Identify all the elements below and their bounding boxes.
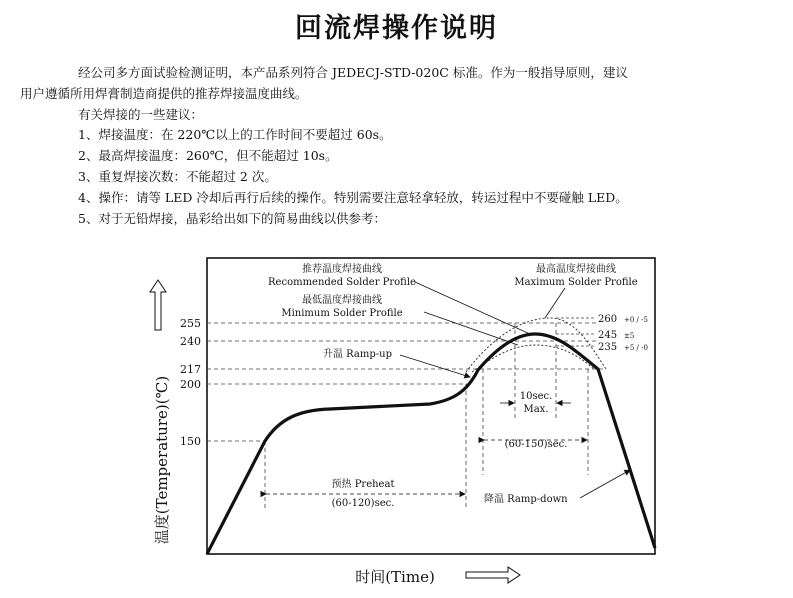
- recommended-cn: 推荐温度焊接曲线: [302, 264, 382, 275]
- y-tick-label: 200: [180, 378, 201, 391]
- intro-line-2: 用户遵循所用焊膏制造商提供的推荐焊接温度曲线。: [20, 86, 308, 101]
- arrow-up-icon: [150, 280, 166, 330]
- tol-235: +5 / -0: [624, 344, 648, 352]
- temperature-gridlines: [207, 323, 606, 441]
- y-axis-label: 温度(Temperature)(℃): [153, 375, 171, 545]
- preheat-label: 预热 Preheat: [331, 479, 395, 490]
- y-tick-label: 240: [180, 335, 201, 348]
- above-217-duration: (60-150)sec.: [504, 439, 568, 450]
- minimum-en: Minimum Solder Profile: [281, 308, 403, 319]
- peak-235: 235: [598, 342, 618, 353]
- recommended-profile-curve: [207, 334, 655, 554]
- recommended-leader-line: [415, 282, 530, 334]
- recommended-en: Recommended Solder Profile: [268, 277, 416, 288]
- ramp-down-leader: [580, 470, 630, 498]
- intro-line-1: 经公司多方面试验检测证明，本产品系列符合 JEDECJ-STD-020C 标准。作为一般指导原则，建议: [78, 65, 628, 80]
- preheat-duration: (60-120)sec.: [331, 498, 395, 509]
- y-tick-label: 255: [180, 317, 201, 330]
- minimum-profile-label: [281, 293, 402, 319]
- max-profile-curve: [466, 318, 606, 372]
- recommended-profile-label: [268, 262, 416, 288]
- arrow-right-icon: [466, 567, 520, 583]
- time-gridlines: [265, 323, 588, 508]
- peak-duration-max: Max.: [523, 404, 549, 415]
- maximum-en: Maximum Solder Profile: [514, 277, 638, 288]
- y-tick-label: 150: [180, 435, 201, 448]
- minimum-cn: 最低温度焊接曲线: [302, 295, 382, 306]
- ramp-up-leader: [400, 355, 470, 377]
- maximum-profile-label: [514, 262, 637, 288]
- y-tick-label: 217: [180, 363, 201, 376]
- ramp-down-label: 降温 Ramp-down: [484, 494, 568, 505]
- y-axis-ticks: [180, 317, 201, 448]
- peak-duration: 10sec.: [519, 391, 553, 402]
- peak-245: 245: [598, 330, 618, 341]
- advice-item: 5、对于无铅焊接，晶彩给出如下的简易曲线以供参考：: [78, 211, 386, 226]
- advice-header: 有关焊接的一些建议：: [78, 107, 204, 122]
- page-title: 回流焊操作说明: [295, 13, 498, 44]
- x-axis-label: 时间(Time): [355, 568, 435, 586]
- peak-temperature-labels: [598, 314, 617, 353]
- ramp-up-label: 升温 Ramp-up: [323, 349, 393, 360]
- peak-260: 260: [598, 314, 618, 325]
- maximum-cn: 最高温度焊接曲线: [536, 264, 616, 275]
- maximum-leader-line: [545, 288, 565, 318]
- peak-tolerances: [624, 316, 648, 352]
- tol-260: +0 / -5: [624, 316, 648, 324]
- advice-item: 2、最高焊接温度：260℃，但不能超过 10s。: [78, 148, 338, 163]
- tol-245: ±5: [624, 332, 635, 340]
- advice-item: 3、重复焊接次数：不能超过 2 次。: [78, 169, 277, 184]
- minimum-leader-line: [424, 312, 518, 345]
- advice-item: 4、操作：请等 LED 冷却后再行后续的操作。特别需要注意轻拿轻放，转运过程中不要碰触 LED。: [78, 190, 628, 205]
- advice-item: 1、焊接温度：在 220℃以上的工作时间不要超过 60s。: [78, 127, 392, 142]
